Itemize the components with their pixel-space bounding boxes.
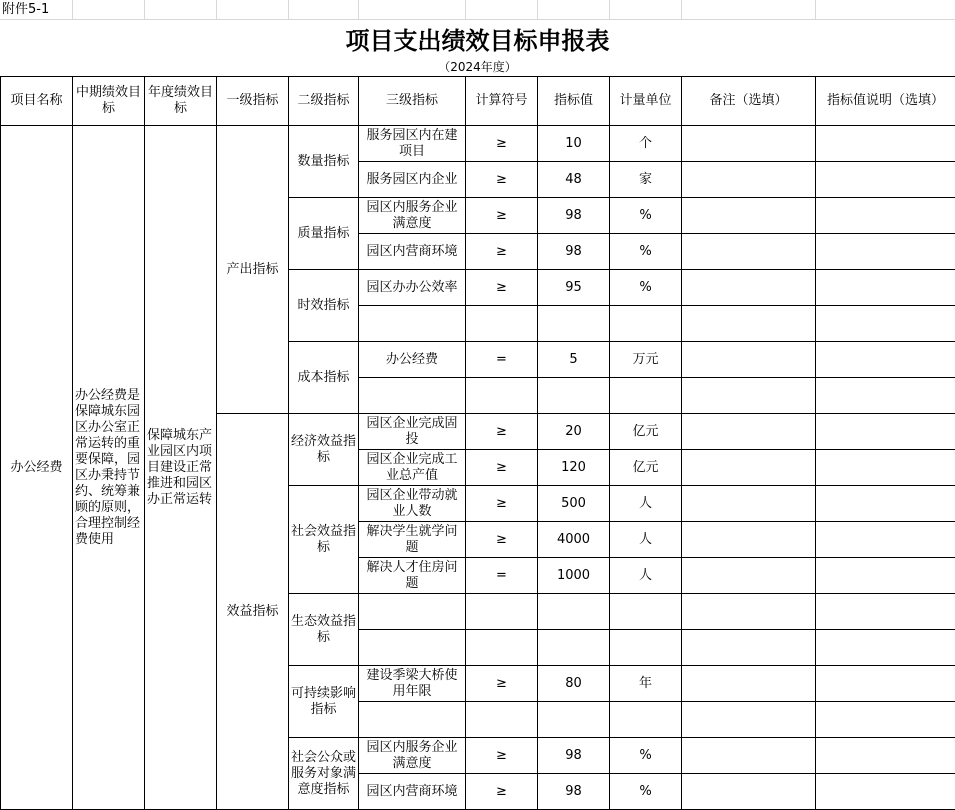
indicator-name: 服务园区内在建项目 xyxy=(359,126,466,162)
remark-cell xyxy=(682,450,816,486)
note-cell xyxy=(816,558,955,594)
operator-cell: ≥ xyxy=(466,162,538,198)
value-cell xyxy=(538,306,610,342)
indicator-name: 解决学生就学问题 xyxy=(359,522,466,558)
operator-cell: ≥ xyxy=(466,270,538,306)
level1-benefit-cell: 效益指标 xyxy=(217,414,289,810)
unit-cell: % xyxy=(610,198,682,234)
remark-cell xyxy=(682,198,816,234)
value-cell xyxy=(538,378,610,414)
remark-cell xyxy=(682,666,816,702)
unit-cell: 人 xyxy=(610,486,682,522)
operator-cell: = xyxy=(466,342,538,378)
level2-sustainable-cell: 可持续影响指标 xyxy=(289,666,359,738)
value-cell: 5 xyxy=(538,342,610,378)
indicator-name xyxy=(359,702,466,738)
level2-ecological-cell: 生态效益指标 xyxy=(289,594,359,666)
remark-cell xyxy=(682,342,816,378)
remark-cell xyxy=(682,630,816,666)
value-cell: 98 xyxy=(538,774,610,810)
remark-cell xyxy=(682,306,816,342)
header-cell: 年度绩效目标 xyxy=(145,77,217,126)
indicator-name: 园区企业完成工业总产值 xyxy=(359,450,466,486)
indicator-name xyxy=(359,378,466,414)
remark-cell xyxy=(682,486,816,522)
unit-cell: 亿元 xyxy=(610,450,682,486)
operator-cell xyxy=(466,306,538,342)
indicator-name: 园区办办公效率 xyxy=(359,270,466,306)
unit-cell xyxy=(610,306,682,342)
header-cell: 备注（选填） xyxy=(682,77,816,126)
unit-cell: 家 xyxy=(610,162,682,198)
page-title: 项目支出绩效目标申报表 xyxy=(0,24,955,58)
remark-cell xyxy=(682,774,816,810)
remark-cell xyxy=(682,234,816,270)
note-cell xyxy=(816,702,955,738)
note-cell xyxy=(816,414,955,450)
operator-cell: ≥ xyxy=(466,522,538,558)
remark-cell xyxy=(682,522,816,558)
indicator-name: 建设季梁大桥使用年限 xyxy=(359,666,466,702)
note-cell xyxy=(816,738,955,774)
level2-timeliness-cell: 时效指标 xyxy=(289,270,359,342)
note-cell xyxy=(816,306,955,342)
header-cell: 项目名称 xyxy=(1,77,73,126)
note-cell xyxy=(816,234,955,270)
level2-social-cell: 社会效益指标 xyxy=(289,486,359,594)
indicator-name: 园区内服务企业满意度 xyxy=(359,198,466,234)
level1-output-cell: 产出指标 xyxy=(217,126,289,414)
operator-cell: ≥ xyxy=(466,450,538,486)
remark-cell xyxy=(682,738,816,774)
remark-cell xyxy=(682,702,816,738)
level2-economic-cell: 经济效益指标 xyxy=(289,414,359,486)
indicator-name: 办公经费 xyxy=(359,342,466,378)
table-row xyxy=(1,126,955,162)
value-cell: 4000 xyxy=(538,522,610,558)
header-cell: 计量单位 xyxy=(610,77,682,126)
header-cell: 一级指标 xyxy=(217,77,289,126)
project-name-cell: 办公经费 xyxy=(1,126,73,810)
indicator-name xyxy=(359,594,466,630)
attachment-label: 附件5-1 xyxy=(2,2,49,18)
note-cell xyxy=(816,450,955,486)
operator-cell: ≥ xyxy=(466,234,538,270)
header-cell: 指标值 xyxy=(538,77,610,126)
indicator-name xyxy=(359,306,466,342)
performance-table xyxy=(0,76,955,810)
note-cell xyxy=(816,162,955,198)
unit-cell: 个 xyxy=(610,126,682,162)
note-cell xyxy=(816,378,955,414)
value-cell xyxy=(538,594,610,630)
indicator-name: 园区内营商环境 xyxy=(359,234,466,270)
operator-cell: ≥ xyxy=(466,414,538,450)
operator-cell: ≥ xyxy=(466,738,538,774)
operator-cell: ≥ xyxy=(466,774,538,810)
remark-cell xyxy=(682,162,816,198)
value-cell xyxy=(538,702,610,738)
remark-cell xyxy=(682,126,816,162)
header-cell: 计算符号 xyxy=(466,77,538,126)
remark-cell xyxy=(682,378,816,414)
operator-cell: ≥ xyxy=(466,486,538,522)
value-cell: 98 xyxy=(538,234,610,270)
unit-cell: 亿元 xyxy=(610,414,682,450)
unit-cell: 人 xyxy=(610,522,682,558)
note-cell xyxy=(816,522,955,558)
unit-cell xyxy=(610,594,682,630)
value-cell: 80 xyxy=(538,666,610,702)
operator-cell xyxy=(466,594,538,630)
note-cell xyxy=(816,630,955,666)
indicator-name: 园区企业带动就业人数 xyxy=(359,486,466,522)
level2-satisfaction-cell: 社会公众或服务对象满意度指标 xyxy=(289,738,359,810)
note-cell xyxy=(816,198,955,234)
mid-term-goal-cell: 办公经费是保障城东园区办公室正常运转的重要保障，园区办秉持节约、统筹兼顾的原则，合理控制经费使用 xyxy=(73,126,145,810)
value-cell: 95 xyxy=(538,270,610,306)
unit-cell xyxy=(610,378,682,414)
note-cell xyxy=(816,126,955,162)
operator-cell: ≥ xyxy=(466,126,538,162)
value-cell: 500 xyxy=(538,486,610,522)
level2-quantity-cell: 数量指标 xyxy=(289,126,359,198)
unit-cell xyxy=(610,630,682,666)
header-cell: 二级指标 xyxy=(289,77,359,126)
operator-cell xyxy=(466,630,538,666)
note-cell xyxy=(816,594,955,630)
remark-cell xyxy=(682,414,816,450)
annual-goal-cell: 保障城东产业园区内项目建设正常推进和园区办正常运转 xyxy=(145,126,217,810)
unit-cell: % xyxy=(610,738,682,774)
indicator-name: 园区内营商环境 xyxy=(359,774,466,810)
value-cell: 20 xyxy=(538,414,610,450)
value-cell: 48 xyxy=(538,162,610,198)
operator-cell: ≥ xyxy=(466,198,538,234)
remark-cell xyxy=(682,270,816,306)
value-cell xyxy=(538,630,610,666)
unit-cell xyxy=(610,702,682,738)
value-cell: 120 xyxy=(538,450,610,486)
indicator-name xyxy=(359,630,466,666)
note-cell xyxy=(816,486,955,522)
level2-cost-cell: 成本指标 xyxy=(289,342,359,414)
indicator-name: 园区企业完成固投 xyxy=(359,414,466,450)
level2-quality-cell: 质量指标 xyxy=(289,198,359,270)
value-cell: 98 xyxy=(538,198,610,234)
operator-cell xyxy=(466,702,538,738)
indicator-name: 服务园区内企业 xyxy=(359,162,466,198)
operator-cell: = xyxy=(466,558,538,594)
note-cell xyxy=(816,774,955,810)
unit-cell: 人 xyxy=(610,558,682,594)
unit-cell: % xyxy=(610,774,682,810)
note-cell xyxy=(816,666,955,702)
header-cell: 中期绩效目标 xyxy=(73,77,145,126)
remark-cell xyxy=(682,558,816,594)
remark-cell xyxy=(682,594,816,630)
note-cell xyxy=(816,342,955,378)
header-cell: 三级指标 xyxy=(359,77,466,126)
page-subtitle: （2024年度） xyxy=(0,60,955,74)
value-cell: 1000 xyxy=(538,558,610,594)
unit-cell: % xyxy=(610,270,682,306)
value-cell: 98 xyxy=(538,738,610,774)
unit-cell: 年 xyxy=(610,666,682,702)
indicator-name: 园区内服务企业满意度 xyxy=(359,738,466,774)
unit-cell: 万元 xyxy=(610,342,682,378)
unit-cell: % xyxy=(610,234,682,270)
operator-cell: ≥ xyxy=(466,666,538,702)
note-cell xyxy=(816,270,955,306)
value-cell: 10 xyxy=(538,126,610,162)
header-row xyxy=(1,77,955,126)
header-cell: 指标值说明（选填） xyxy=(816,77,955,126)
indicator-name: 解决人才住房问题 xyxy=(359,558,466,594)
operator-cell xyxy=(466,378,538,414)
